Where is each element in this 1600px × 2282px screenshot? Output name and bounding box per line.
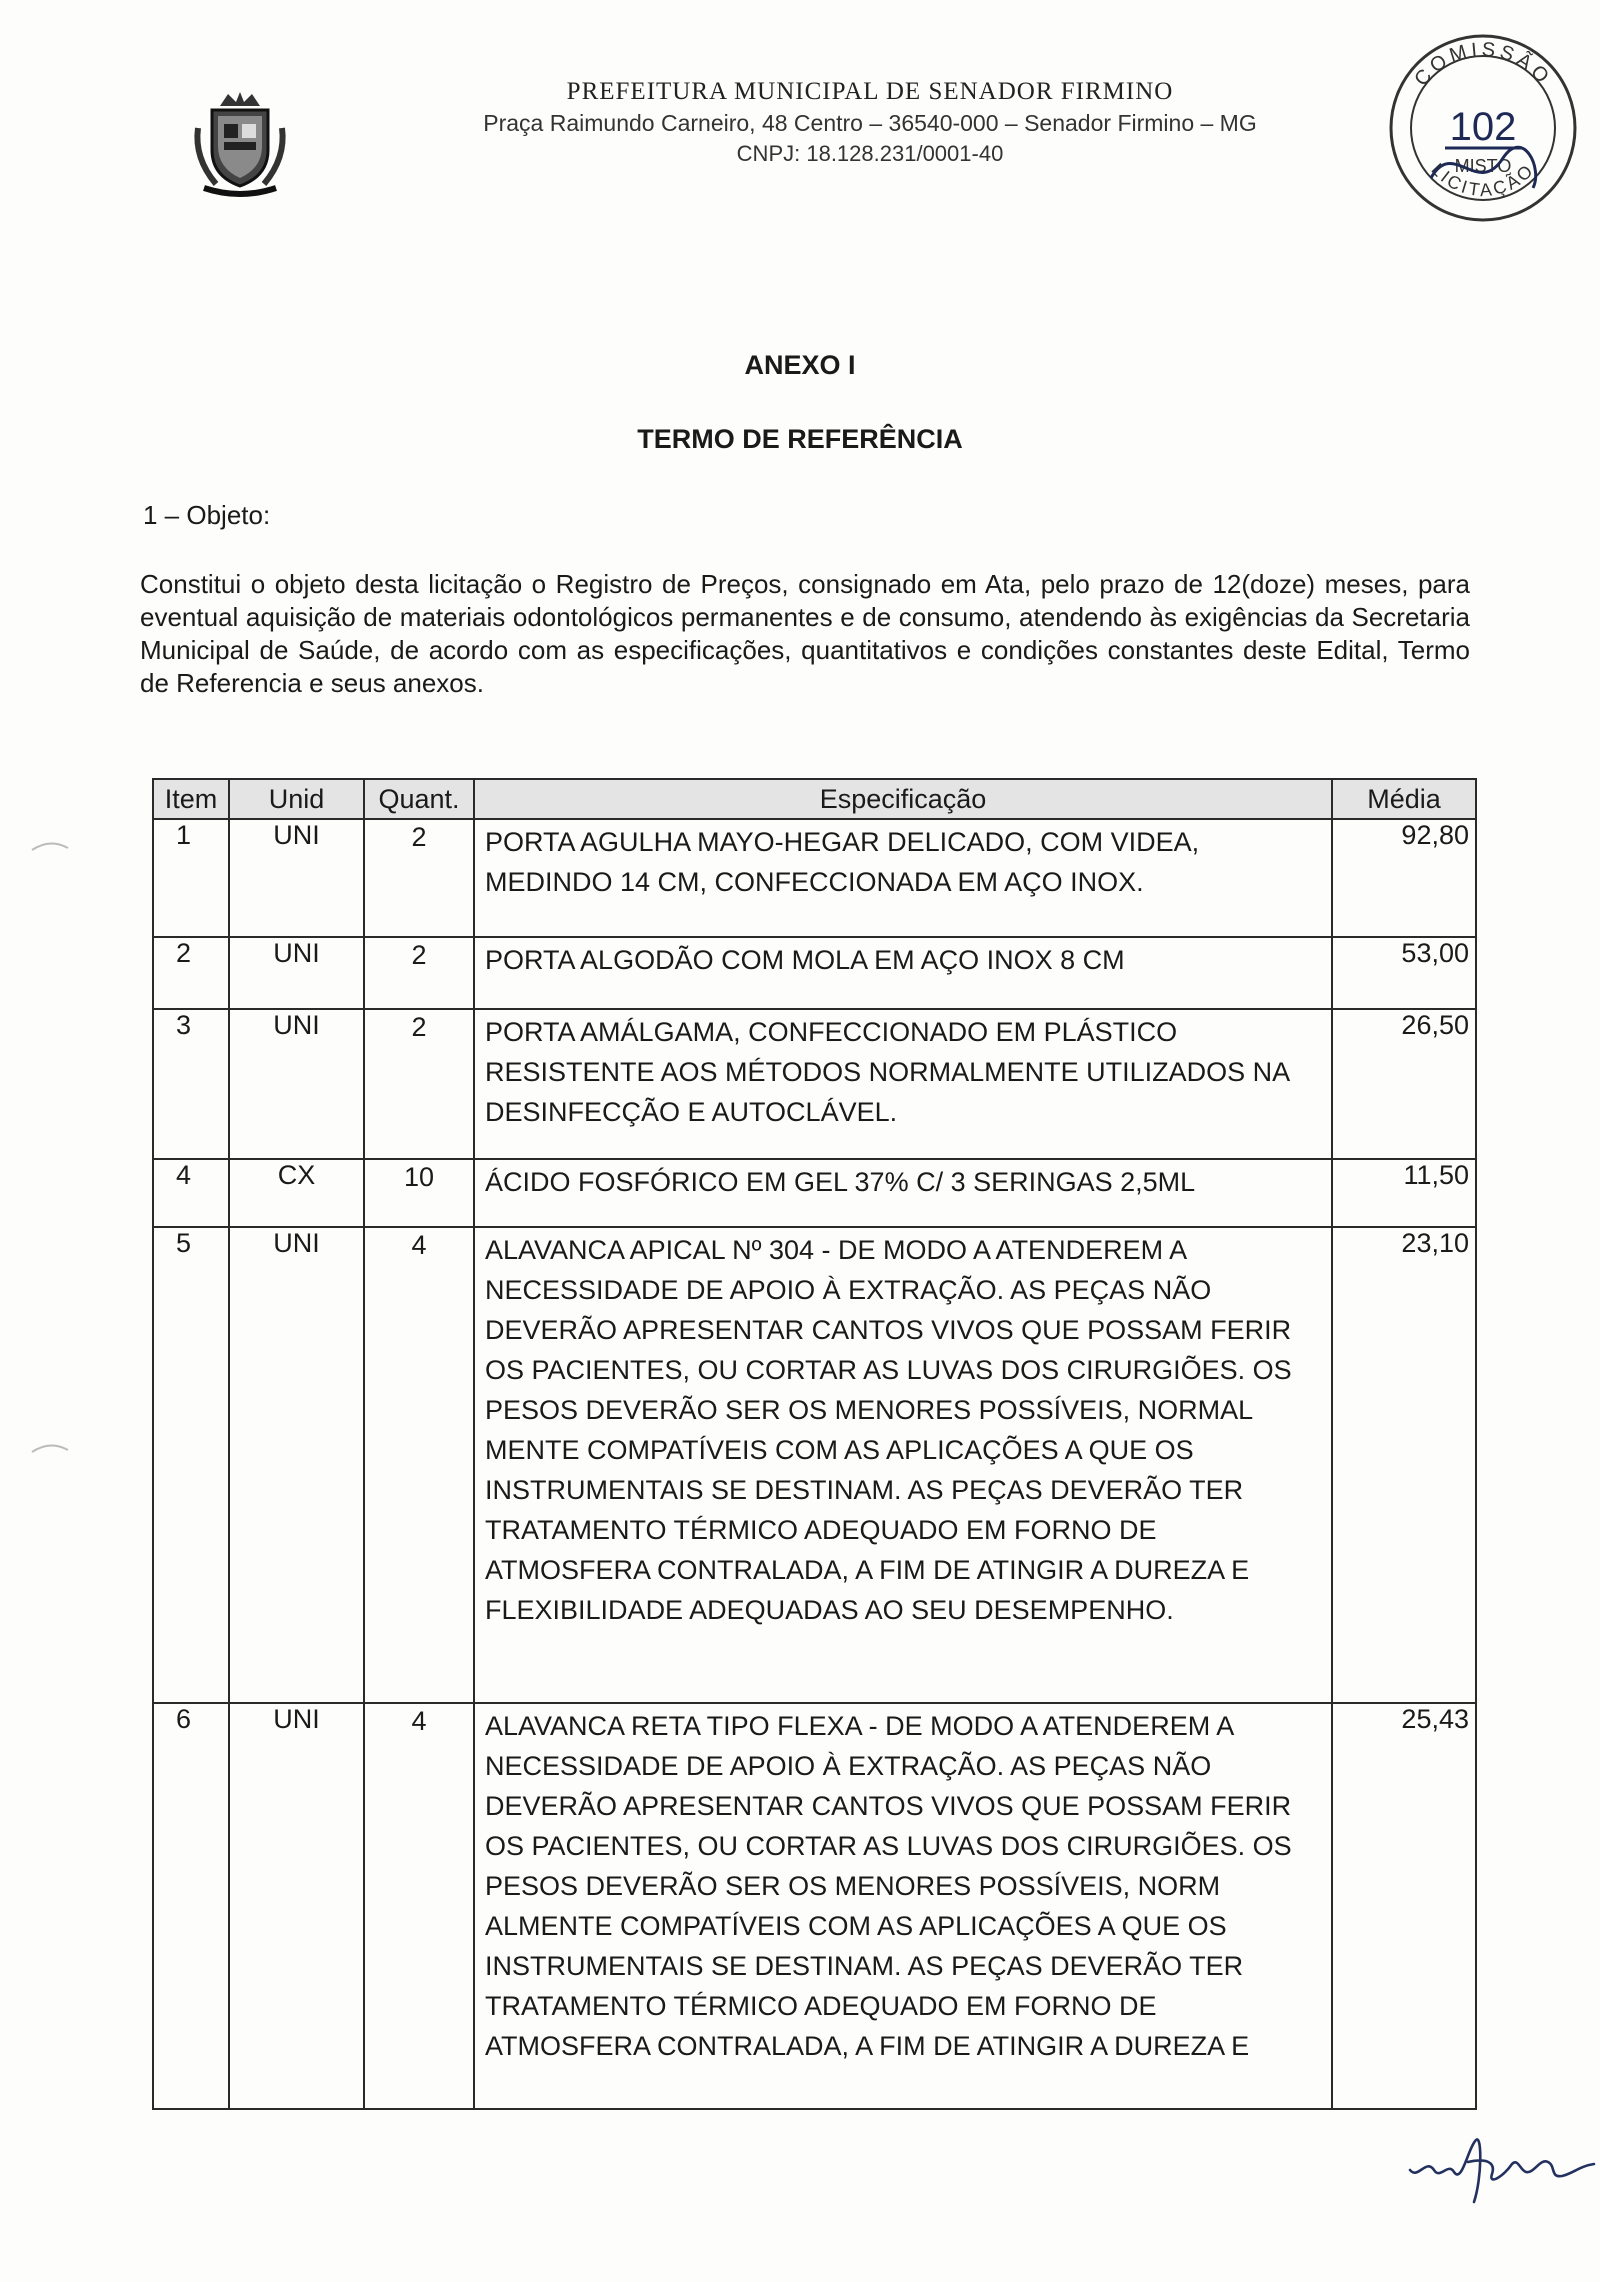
cell-media: 11,50: [1403, 1160, 1469, 1190]
header-media: Média: [1332, 779, 1476, 819]
municipality-address: Praça Raimundo Carneiro, 48 Centro – 36540-000 – Senador Firmino – MG: [483, 110, 1257, 136]
svg-text:COMISSÃO: [1410, 39, 1555, 91]
table-row: [153, 1227, 1476, 1703]
cell-spec: ALAVANCA RETA TIPO FLEXA - DE MODO A ATENDEREM A NECESSIDADE DE APOIO À EXTRAÇÃO. AS PEÇAS NÃO DEVERÃO APRESENTAR CANTOS VIVOS QUE POSSAM FERIR OS PACIENTES, OU CORTAR AS LUVAS DOS CIRURGIÕES. OS PESOS DEVERÃO SER OS MENORES POSSÍVEIS, NORM ALMENTE COMPATÍVEIS COM AS APLICAÇÕES A QUE OS INSTRUMENTAIS SE DESTINAM. AS PEÇAS DEVERÃO TER TRATAMENTO TÉRMICO ADEQUADO EM FORNO DE ATMOSFERA CONTRALADA, A FIM DE ATINGIR A DUREZA E: [485, 1711, 1292, 2061]
cell-item: 3: [176, 1010, 192, 1040]
cell-spec: PORTA AMÁLGAMA, CONFECCIONADO EM PLÁSTICO RESISTENTE AOS MÉTODOS NORMALMENTE UTILIZADOS NA DESINFECÇÃO E AUTOCLÁVEL.: [485, 1017, 1289, 1127]
margin-mark-icon: [30, 1440, 70, 1454]
margin-mark-icon: [30, 838, 70, 852]
cell-spec: ÁCIDO FOSFÓRICO EM GEL 37% C/ 3 SERINGAS 2,5ML: [485, 1167, 1196, 1197]
cell-quant: 2: [411, 940, 427, 970]
cell-item: 2: [176, 938, 192, 968]
cell-item: 6: [176, 1704, 192, 1734]
header-spec: Especificação: [474, 779, 1332, 819]
table-row: [153, 937, 1476, 1009]
stamp-top-text: COMISSÃO: [1410, 38, 1556, 91]
cell-media: 53,00: [1401, 938, 1469, 968]
stamp-number: 102: [1449, 105, 1517, 149]
items-table: [152, 778, 1477, 2110]
cell-spec: PORTA AGULHA MAYO-HEGAR DELICADO, COM VIDEA, MEDINDO 14 CM, CONFECCIONADA EM AÇO INOX.: [485, 827, 1200, 897]
cell-media: 25,43: [1401, 1704, 1469, 1734]
object-paragraph: Constitui o objeto desta licitação o Registro de Preços, consignado em Ata, pelo prazo de 12(doze) meses, para eventual aquisição de materiais odontológicos permanentes e de consumo, atendendo às exigências da Secretaria Municipal de Saúde, de acordo com as especificações, quantitativos e condições constantes deste Edital, Termo de Referencia e seus anexos.: [140, 569, 1470, 698]
municipality-name: PREFEITURA MUNICIPAL DE SENADOR FIRMINO: [566, 78, 1174, 105]
header-item: Item: [153, 779, 229, 819]
handwritten-signature-icon: [1408, 2118, 1598, 2208]
cell-unid: CX: [277, 1160, 316, 1190]
municipality-cnpj: CNPJ: 18.128.231/0001-40: [736, 141, 1004, 166]
cell-unid: UNI: [273, 820, 320, 850]
cell-unid: UNI: [273, 938, 320, 968]
cell-unid: UNI: [273, 1704, 320, 1734]
cell-item: 5: [176, 1228, 192, 1258]
cell-media: 92,80: [1401, 820, 1469, 850]
cell-item: 4: [176, 1160, 192, 1190]
cell-quant: 2: [411, 822, 427, 852]
table-row: [153, 819, 1476, 937]
header-quant: Quant.: [364, 779, 474, 819]
cell-quant: 10: [403, 1162, 435, 1192]
coat-of-arms-icon: [190, 88, 290, 198]
stamp-middle-text: MISTO: [1454, 156, 1512, 176]
section-heading: 1 – Objeto:: [143, 500, 271, 530]
table-row: [153, 1009, 1476, 1159]
letterhead: [390, 78, 1350, 167]
cell-quant: 4: [411, 1230, 427, 1260]
cell-spec: ALAVANCA APICAL Nº 304 - DE MODO A ATENDEREM A NECESSIDADE DE APOIO À EXTRAÇÃO. AS PEÇAS NÃO DEVERÃO APRESENTAR CANTOS VIVOS QUE POSSAM FERIR OS PACIENTES, OU CORTAR AS LUVAS DOS CIRURGIÕES. OS PESOS DEVERÃO SER OS MENORES POSSÍVEIS, NORMAL MENTE COMPATÍVEIS COM AS APLICAÇÕES A QUE OS INSTRUMENTAIS SE DESTINAM. AS PEÇAS DEVERÃO TER TRATAMENTO TÉRMICO ADEQUADO EM FORNO DE ATMOSFERA CONTRALADA, A FIM DE ATINGIR A DUREZA E FLEXIBILIDADE ADEQUADAS AO SEU DESEMPENHO.: [485, 1235, 1292, 1625]
cell-unid: UNI: [273, 1010, 320, 1040]
cell-media: 26,50: [1401, 1010, 1469, 1040]
table-row: [153, 1703, 1476, 2109]
cell-media: 23,10: [1401, 1228, 1469, 1258]
commission-stamp-icon: [1383, 28, 1583, 228]
cell-item: 1: [176, 820, 192, 850]
cell-unid: UNI: [273, 1228, 320, 1258]
cell-quant: 4: [411, 1706, 427, 1736]
stamp-bottom-text: LICITAÇÃO: [1427, 159, 1539, 201]
header-unid: Unid: [229, 779, 364, 819]
annex-title: ANEXO I: [744, 350, 856, 380]
table-header-row: [153, 779, 1476, 819]
reference-term-title: TERMO DE REFERÊNCIA: [637, 424, 963, 454]
table-row: [153, 1159, 1476, 1227]
cell-quant: 2: [411, 1012, 427, 1042]
cell-spec: PORTA ALGODÃO COM MOLA EM AÇO INOX 8 CM: [485, 945, 1125, 975]
